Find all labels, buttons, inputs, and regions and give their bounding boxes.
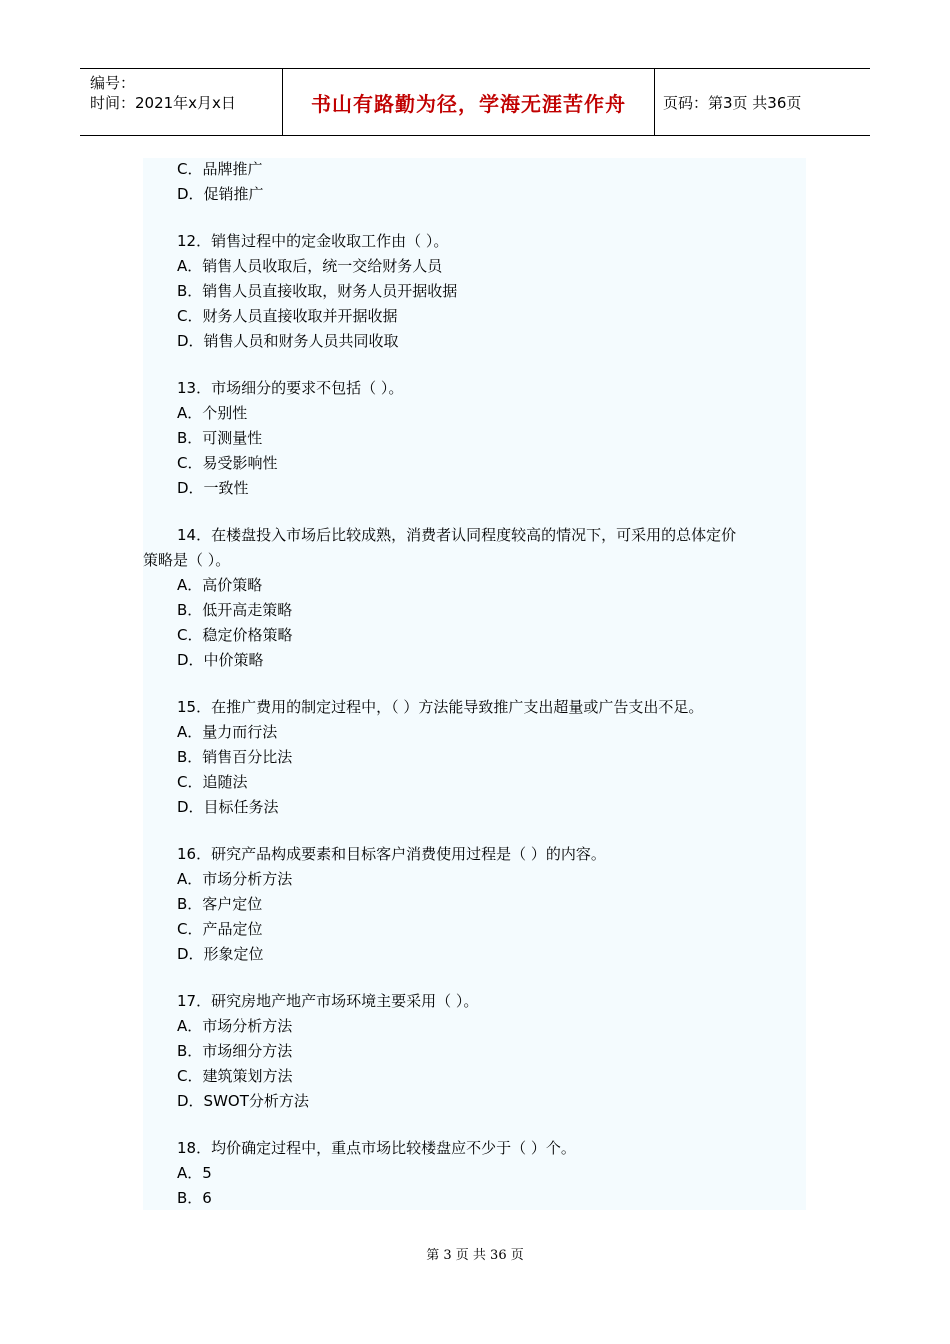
option-line: B．市场细分方法 [177,1042,293,1060]
option-line: B．客户定位 [177,895,263,913]
option-line: B．6 [177,1189,212,1207]
option-line: A．市场分析方法 [177,1017,293,1035]
option-line: C．易受影响性 [177,454,278,472]
question-13: 13．市场细分的要求不包括（ ）。 [177,379,404,397]
option-line: B．销售人员直接收取，财务人员开据收据 [177,282,458,300]
header-motto: 书山有路勤为径，学海无涯苦作舟 [282,69,655,135]
option-line: B．低开高走策略 [177,601,293,619]
option-line: D．SWOT分析方法 [177,1092,309,1110]
option-line: A．销售人员收取后，统一交给财务人员 [177,257,443,275]
option-line: A．个别性 [177,404,248,422]
header-meta [80,69,282,135]
option-line: D．目标任务法 [177,798,279,816]
option-line: D．中价策略 [177,651,264,669]
option-line: A．量力而行法 [177,723,278,741]
question-content [143,158,806,1210]
question-17: 17．研究房地产地产市场环境主要采用（ ）。 [177,992,479,1010]
option-line: C．追随法 [177,773,248,791]
option-line: A．5 [177,1164,212,1182]
question-18: 18．均价确定过程中，重点市场比较楼盘应不少于（ ）个。 [177,1139,576,1157]
option-line: C．品牌推广 [177,160,263,178]
option-line: D．一致性 [177,479,249,497]
page-footer: 第 3 页 共 36 页 [426,1248,524,1263]
question-15: 15．在推广费用的制定过程中，（ ）方法能导致推广支出超量或广告支出不足。 [177,698,704,716]
serial-number-label: 编号： [90,74,136,92]
option-line: B．销售百分比法 [177,748,293,766]
option-line: D．形象定位 [177,945,264,963]
option-line: C．建筑策划方法 [177,1067,293,1085]
question-16: 16．研究产品构成要素和目标客户消费使用过程是（ ）的内容。 [177,845,606,863]
option-line: C．产品定位 [177,920,263,938]
time-label: 时间：2021年x月x日 [90,94,236,112]
question-12: 12．销售过程中的定金收取工作由（ ）。 [177,232,449,250]
option-line: C．稳定价格策略 [177,626,293,644]
document-header [80,68,870,136]
option-line: D．促销推广 [177,185,264,203]
option-line: D．销售人员和财务人员共同收取 [177,332,399,350]
option-line: B．可测量性 [177,429,263,447]
option-line: C．财务人员直接收取并开据收据 [177,307,398,325]
option-line: A．高价策略 [177,576,263,594]
question-14: 14．在楼盘投入市场后比较成熟，消费者认同程度较高的情况下，可采用的总体定价 [177,526,737,544]
question-14-continuation: 策略是（ ）。 [143,551,231,569]
option-line: A．市场分析方法 [177,870,293,888]
header-page-info: 页码：第3页 共36页 [663,94,802,112]
